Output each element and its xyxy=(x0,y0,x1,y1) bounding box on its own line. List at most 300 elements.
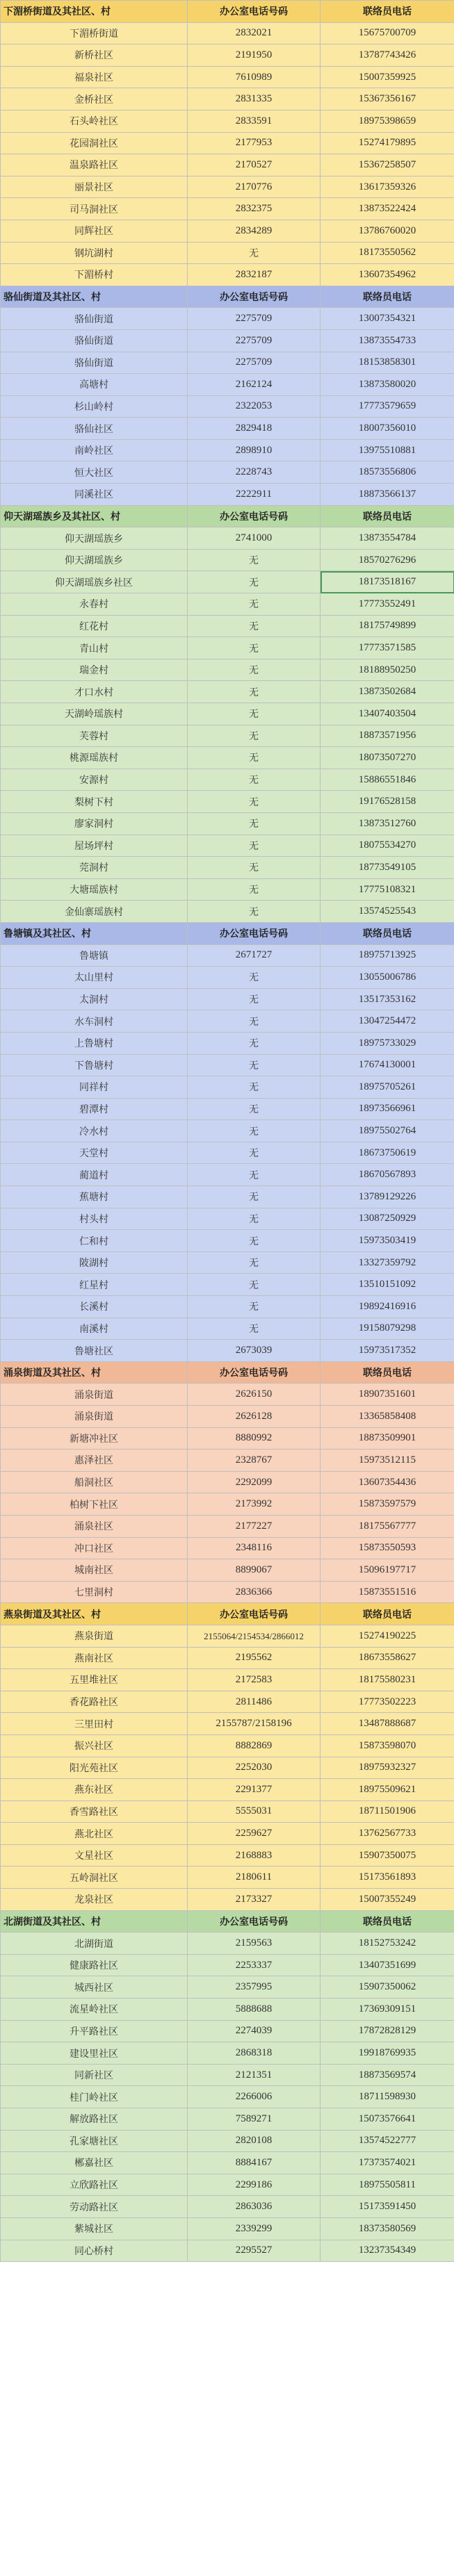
liaison-phone[interactable]: 13873554784 xyxy=(321,527,454,550)
unit-name: 骆仙街道 xyxy=(1,308,188,330)
phone-column-header: 办公室电话号码 xyxy=(188,922,321,944)
table-row xyxy=(1,857,454,879)
liaison-phone[interactable]: 13873580020 xyxy=(321,374,454,396)
unit-name: 上鲁塘村 xyxy=(1,1032,188,1054)
liaison-phone[interactable]: 15367356167 xyxy=(321,88,454,110)
office-phone: 无 xyxy=(188,1186,321,1208)
office-phone: 5888688 xyxy=(188,1999,321,2021)
section-title: 下湄桥街道及其社区、村 xyxy=(1,1,188,23)
liaison-phone[interactable]: 13327359792 xyxy=(321,1252,454,1274)
unit-name: 桃源瑶族村 xyxy=(1,747,188,769)
liaison-phone[interactable]: 13407403504 xyxy=(321,703,454,725)
liaison-phone[interactable]: 15675700709 xyxy=(321,22,454,44)
table-row xyxy=(1,418,454,440)
liaison-phone[interactable]: 15007355249 xyxy=(321,1889,454,1911)
liaison-phone[interactable]: 18975713925 xyxy=(321,944,454,967)
office-phone: 8899067 xyxy=(188,1559,321,1582)
unit-name: 仰天湖瑶族乡社区 xyxy=(1,571,188,593)
liaison-phone[interactable]: 13407351699 xyxy=(321,1954,454,1976)
liaison-column-header: 联络员电话 xyxy=(321,1,454,23)
liaison-phone[interactable]: 13873512760 xyxy=(321,812,454,835)
table-row xyxy=(1,1757,454,1779)
table-row xyxy=(1,132,454,154)
office-phone: 无 xyxy=(188,242,321,264)
office-phone: 无 xyxy=(188,593,321,616)
office-phone: 2833591 xyxy=(188,110,321,132)
office-phone: 2275709 xyxy=(188,308,321,330)
table-row xyxy=(1,484,454,506)
table-row xyxy=(1,2196,454,2218)
liaison-phone[interactable]: 17775108321 xyxy=(321,878,454,901)
unit-name: 莞洞村 xyxy=(1,857,188,879)
liaison-phone[interactable]: 18173550562 xyxy=(321,242,454,264)
table-row xyxy=(1,1384,454,1406)
unit-name: 孔家塘社区 xyxy=(1,2130,188,2152)
section-header-lutang xyxy=(1,922,454,944)
liaison-phone[interactable]: 13873502684 xyxy=(321,681,454,703)
liaison-phone[interactable]: 13786760020 xyxy=(321,220,454,242)
unit-name: 涌泉社区 xyxy=(1,1515,188,1537)
office-phone: 2180611 xyxy=(188,1867,321,1889)
table-row xyxy=(1,1010,454,1033)
unit-name: 大塘瑶族村 xyxy=(1,878,188,901)
office-phone: 2195562 xyxy=(188,1647,321,1669)
liaison-phone[interactable]: 13789129226 xyxy=(321,1186,454,1208)
unit-name: 金仙寨瑶族村 xyxy=(1,901,188,923)
liaison-phone[interactable]: 15973512115 xyxy=(321,1450,454,1472)
liaison-phone[interactable]: 17872828129 xyxy=(321,2020,454,2042)
liaison-phone[interactable]: 15274190225 xyxy=(321,1625,454,1647)
unit-name: 五岭洞社区 xyxy=(1,1867,188,1889)
table-row xyxy=(1,835,454,857)
liaison-phone[interactable]: 13047254472 xyxy=(321,1010,454,1033)
table-row xyxy=(1,2042,454,2065)
unit-name: 冷水村 xyxy=(1,1120,188,1142)
table-row xyxy=(1,1515,454,1537)
table-row xyxy=(1,1823,454,1845)
office-phone: 7589271 xyxy=(188,2108,321,2131)
liaison-phone[interactable]: 13762567733 xyxy=(321,1823,454,1845)
liaison-phone[interactable]: 18673558627 xyxy=(321,1647,454,1669)
liaison-phone[interactable]: 18373580569 xyxy=(321,2217,454,2240)
table-row xyxy=(1,571,454,593)
unit-name: 骆仙街道 xyxy=(1,352,188,374)
unit-name: 燕东社区 xyxy=(1,1779,188,1801)
unit-name: 金桥社区 xyxy=(1,88,188,110)
table-row xyxy=(1,725,454,747)
office-phone: 2671727 xyxy=(188,944,321,967)
table-row xyxy=(1,1274,454,1296)
table-row xyxy=(1,1691,454,1713)
unit-name: 仰天湖瑶族乡 xyxy=(1,527,188,550)
liaison-phone[interactable]: 15274179895 xyxy=(321,132,454,154)
office-phone: 无 xyxy=(188,1076,321,1099)
office-phone: 无 xyxy=(188,549,321,571)
unit-name: 北湖街道 xyxy=(1,1933,188,1955)
table-row xyxy=(1,198,454,220)
unit-name: 鲁塘社区 xyxy=(1,1340,188,1362)
table-row xyxy=(1,1471,454,1493)
table-row xyxy=(1,1032,454,1054)
liaison-phone[interactable]: 18873566137 xyxy=(321,484,454,506)
unit-name: 升平路社区 xyxy=(1,2020,188,2042)
table-row xyxy=(1,1954,454,1976)
liaison-phone[interactable]: 18975505811 xyxy=(321,2174,454,2196)
section-title: 北湖街道及其社区、村 xyxy=(1,1910,188,1933)
table-row xyxy=(1,681,454,703)
office-phone: 2811486 xyxy=(188,1691,321,1713)
unit-name: 柏树下社区 xyxy=(1,1493,188,1516)
table-row xyxy=(1,988,454,1010)
liaison-phone[interactable]: 18573556806 xyxy=(321,461,454,484)
office-phone: 2868318 xyxy=(188,2042,321,2065)
table-row xyxy=(1,2240,454,2262)
office-phone: 2177227 xyxy=(188,1515,321,1537)
unit-name: 村头村 xyxy=(1,1208,188,1230)
liaison-phone[interactable]: 15007359925 xyxy=(321,66,454,88)
table-row xyxy=(1,812,454,835)
liaison-phone[interactable]: 18152753242 xyxy=(321,1933,454,1955)
unit-name: 下鲁塘村 xyxy=(1,1054,188,1076)
liaison-phone[interactable]: 13873522424 xyxy=(321,198,454,220)
office-phone: 无 xyxy=(188,1208,321,1230)
liaison-phone[interactable]: 13087250929 xyxy=(321,1208,454,1230)
unit-name: 廖家洞村 xyxy=(1,812,188,835)
liaison-phone[interactable]: 15367258507 xyxy=(321,154,454,177)
liaison-phone[interactable]: 18073507270 xyxy=(321,747,454,769)
liaison-phone[interactable]: 15973503419 xyxy=(321,1230,454,1252)
unit-name: 健康路社区 xyxy=(1,1954,188,1976)
liaison-phone[interactable]: 18975932327 xyxy=(321,1757,454,1779)
unit-name: 新塘冲社区 xyxy=(1,1427,188,1450)
liaison-phone[interactable]: 15073576641 xyxy=(321,2108,454,2131)
table-row xyxy=(1,154,454,177)
office-phone: 无 xyxy=(188,988,321,1010)
liaison-phone[interactable]: 18873569574 xyxy=(321,2064,454,2086)
office-phone: 2832021 xyxy=(188,22,321,44)
table-row xyxy=(1,1164,454,1186)
office-phone: 无 xyxy=(188,1252,321,1274)
liaison-phone[interactable]: 18075534270 xyxy=(321,835,454,857)
table-row xyxy=(1,88,454,110)
table-row xyxy=(1,1208,454,1230)
liaison-phone[interactable]: 18175567777 xyxy=(321,1515,454,1537)
liaison-phone[interactable]: 13517353162 xyxy=(321,988,454,1010)
table-row xyxy=(1,1734,454,1757)
unit-name: 同溪社区 xyxy=(1,484,188,506)
table-row xyxy=(1,1318,454,1340)
office-phone: 2863036 xyxy=(188,2196,321,2218)
unit-name: 文星社区 xyxy=(1,1844,188,1867)
unit-name: 蔺道村 xyxy=(1,1164,188,1186)
table-row xyxy=(1,1230,454,1252)
liaison-phone[interactable]: 17369309151 xyxy=(321,1999,454,2021)
unit-name: 桂门岭社区 xyxy=(1,2086,188,2108)
liaison-phone[interactable]: 18975398659 xyxy=(321,110,454,132)
office-phone: 2159563 xyxy=(188,1933,321,1955)
unit-name: 立欣路社区 xyxy=(1,2174,188,2196)
office-phone: 2259627 xyxy=(188,1823,321,1845)
unit-name: 屋场坪村 xyxy=(1,835,188,857)
liaison-phone[interactable]: 13574522777 xyxy=(321,2130,454,2152)
liaison-phone[interactable]: 15873598070 xyxy=(321,1734,454,1757)
table-row xyxy=(1,1450,454,1472)
liaison-phone[interactable]: 18873509901 xyxy=(321,1427,454,1450)
unit-name: 芙蓉村 xyxy=(1,725,188,747)
liaison-phone[interactable]: 17773502223 xyxy=(321,1691,454,1713)
office-phone: 无 xyxy=(188,1164,321,1186)
table-row xyxy=(1,1800,454,1823)
liaison-phone[interactable]: 18907351601 xyxy=(321,1384,454,1406)
liaison-phone[interactable]: 18975502764 xyxy=(321,1120,454,1142)
table-row xyxy=(1,1493,454,1516)
liaison-phone[interactable]: 19892416916 xyxy=(321,1296,454,1318)
office-phone: 2348116 xyxy=(188,1537,321,1559)
liaison-phone[interactable]: 18711501906 xyxy=(321,1800,454,1823)
table-row xyxy=(1,2020,454,2042)
office-phone: 2173992 xyxy=(188,1493,321,1516)
unit-name: 红星村 xyxy=(1,1274,188,1296)
liaison-phone[interactable]: 13617359326 xyxy=(321,176,454,198)
liaison-column-header: 联络员电话 xyxy=(321,1361,454,1384)
office-phone: 8882869 xyxy=(188,1734,321,1757)
liaison-phone[interactable]: 15886551846 xyxy=(321,769,454,791)
liaison-phone[interactable]: 18670567893 xyxy=(321,1164,454,1186)
table-row xyxy=(1,1252,454,1274)
liaison-phone[interactable]: 13510151092 xyxy=(321,1274,454,1296)
liaison-phone[interactable]: 13055006786 xyxy=(321,967,454,989)
phone-column-header: 办公室电话号码 xyxy=(188,1910,321,1933)
office-phone: 2626128 xyxy=(188,1406,321,1428)
section-header-yanquan xyxy=(1,1603,454,1625)
office-phone: 2299186 xyxy=(188,2174,321,2196)
unit-name: 船洞社区 xyxy=(1,1471,188,1493)
unit-name: 冲口社区 xyxy=(1,1537,188,1559)
liaison-phone[interactable]: 18188950250 xyxy=(321,659,454,681)
liaison-phone[interactable]: 18173518167 xyxy=(321,571,454,593)
unit-name: 建设里社区 xyxy=(1,2042,188,2065)
liaison-phone[interactable]: 15907350062 xyxy=(321,1976,454,1999)
table-row xyxy=(1,637,454,659)
unit-name: 南溪村 xyxy=(1,1318,188,1340)
table-row xyxy=(1,901,454,923)
table-row xyxy=(1,1889,454,1911)
liaison-phone[interactable]: 13237354349 xyxy=(321,2240,454,2262)
unit-name: 下湄桥村 xyxy=(1,264,188,286)
unit-name: 燕泉街道 xyxy=(1,1625,188,1647)
liaison-phone[interactable]: 18007356010 xyxy=(321,418,454,440)
unit-name: 红花村 xyxy=(1,615,188,637)
liaison-phone[interactable]: 13607354436 xyxy=(321,1471,454,1493)
office-phone: 2170776 xyxy=(188,176,321,198)
table-row xyxy=(1,1669,454,1691)
liaison-phone[interactable]: 13007354321 xyxy=(321,308,454,330)
office-phone: 2121351 xyxy=(188,2064,321,2086)
table-row xyxy=(1,110,454,132)
unit-name: 钢坑湖村 xyxy=(1,242,188,264)
phone-column-header: 办公室电话号码 xyxy=(188,505,321,527)
unit-name: 紫城社区 xyxy=(1,2217,188,2240)
office-phone: 2339299 xyxy=(188,2217,321,2240)
office-phone: 2162124 xyxy=(188,374,321,396)
office-phone: 无 xyxy=(188,1296,321,1318)
table-row xyxy=(1,1647,454,1669)
liaison-phone[interactable]: 19176528158 xyxy=(321,791,454,813)
liaison-phone[interactable]: 15907350075 xyxy=(321,1844,454,1867)
office-phone: 2191950 xyxy=(188,44,321,67)
table-row xyxy=(1,395,454,418)
section-title: 骆仙街道及其社区、村 xyxy=(1,286,188,308)
table-row xyxy=(1,1098,454,1120)
office-phone: 无 xyxy=(188,812,321,835)
table-row xyxy=(1,967,454,989)
office-phone: 7610989 xyxy=(188,66,321,88)
liaison-phone[interactable]: 18975509621 xyxy=(321,1779,454,1801)
liaison-phone[interactable]: 17373574021 xyxy=(321,2152,454,2174)
phone-column-header: 办公室电话号码 xyxy=(188,1,321,23)
liaison-phone[interactable]: 13607354962 xyxy=(321,264,454,286)
liaison-phone[interactable]: 18570276296 xyxy=(321,549,454,571)
unit-name: 才口水村 xyxy=(1,681,188,703)
liaison-phone[interactable]: 13787743426 xyxy=(321,44,454,67)
table-row xyxy=(1,264,454,286)
table-row xyxy=(1,1559,454,1582)
office-phone: 2834289 xyxy=(188,220,321,242)
liaison-phone[interactable]: 18153858301 xyxy=(321,352,454,374)
liaison-column-header: 联络员电话 xyxy=(321,1910,454,1933)
unit-name: 陂湖村 xyxy=(1,1252,188,1274)
liaison-phone[interactable]: 18175580231 xyxy=(321,1669,454,1691)
liaison-phone[interactable]: 15873597579 xyxy=(321,1493,454,1516)
table-row xyxy=(1,1076,454,1099)
liaison-phone[interactable]: 18711598930 xyxy=(321,2086,454,2108)
section-title: 仰天湖瑶族乡及其社区、村 xyxy=(1,505,188,527)
table-row xyxy=(1,2108,454,2131)
unit-name: 涌泉街道 xyxy=(1,1406,188,1428)
office-phone: 2155787/2158196 xyxy=(188,1713,321,1735)
unit-name: 香花路社区 xyxy=(1,1691,188,1713)
unit-name: 骆仙街道 xyxy=(1,329,188,352)
liaison-phone[interactable]: 18773549105 xyxy=(321,857,454,879)
unit-name: 长溪村 xyxy=(1,1296,188,1318)
table-row xyxy=(1,1844,454,1867)
liaison-phone[interactable]: 18973566961 xyxy=(321,1098,454,1120)
liaison-phone[interactable]: 15973517352 xyxy=(321,1340,454,1362)
liaison-phone[interactable]: 17773571585 xyxy=(321,637,454,659)
table-row xyxy=(1,1713,454,1735)
table-row xyxy=(1,2174,454,2196)
liaison-column-header: 联络员电话 xyxy=(321,1603,454,1625)
phone-column-header: 办公室电话号码 xyxy=(188,1361,321,1384)
unit-name: 仁和村 xyxy=(1,1230,188,1252)
unit-name: 天堂村 xyxy=(1,1142,188,1164)
table-row xyxy=(1,878,454,901)
office-phone: 无 xyxy=(188,659,321,681)
office-phone: 8880992 xyxy=(188,1427,321,1450)
liaison-phone[interactable]: 18673750619 xyxy=(321,1142,454,1164)
liaison-phone[interactable]: 18975733029 xyxy=(321,1032,454,1054)
office-phone: 2836366 xyxy=(188,1581,321,1603)
unit-name: 惠泽社区 xyxy=(1,1450,188,1472)
liaison-phone[interactable]: 13487888687 xyxy=(321,1713,454,1735)
unit-name: 蕉塘村 xyxy=(1,1186,188,1208)
liaison-phone[interactable]: 18873571956 xyxy=(321,725,454,747)
unit-name: 司马洞社区 xyxy=(1,198,188,220)
liaison-phone[interactable]: 13873554733 xyxy=(321,329,454,352)
table-row xyxy=(1,22,454,44)
unit-name: 福泉社区 xyxy=(1,66,188,88)
office-phone: 无 xyxy=(188,703,321,725)
table-row xyxy=(1,1186,454,1208)
liaison-phone[interactable]: 19918769935 xyxy=(321,2042,454,2065)
unit-name: 七里洞村 xyxy=(1,1581,188,1603)
liaison-phone[interactable]: 15096197717 xyxy=(321,1559,454,1582)
section-header-luoxian xyxy=(1,286,454,308)
table-row xyxy=(1,461,454,484)
unit-name: 劳动路社区 xyxy=(1,2196,188,2218)
liaison-phone[interactable]: 17773552491 xyxy=(321,593,454,616)
liaison-phone[interactable]: 15873551516 xyxy=(321,1581,454,1603)
unit-name: 瑞金村 xyxy=(1,659,188,681)
liaison-phone[interactable]: 18175749899 xyxy=(321,615,454,637)
office-phone: 2741000 xyxy=(188,527,321,550)
section-header-xiaxiqiao xyxy=(1,1,454,23)
liaison-phone[interactable]: 17674130001 xyxy=(321,1054,454,1076)
office-phone: 无 xyxy=(188,878,321,901)
table-row xyxy=(1,1625,454,1647)
office-phone: 无 xyxy=(188,1142,321,1164)
office-phone: 无 xyxy=(188,857,321,879)
unit-name: 温泉路社区 xyxy=(1,154,188,177)
liaison-phone[interactable]: 17773579659 xyxy=(321,395,454,418)
unit-name: 南岭社区 xyxy=(1,439,188,461)
unit-name: 下湄桥街道 xyxy=(1,22,188,44)
office-phone: 无 xyxy=(188,571,321,593)
table-row xyxy=(1,791,454,813)
liaison-phone[interactable]: 13574525543 xyxy=(321,901,454,923)
table-row xyxy=(1,1296,454,1318)
liaison-phone[interactable]: 15173561893 xyxy=(321,1867,454,1889)
phone-column-header: 办公室电话号码 xyxy=(188,286,321,308)
office-phone: 2275709 xyxy=(188,329,321,352)
unit-name: 解放路社区 xyxy=(1,2108,188,2131)
liaison-phone[interactable]: 15873550593 xyxy=(321,1537,454,1559)
office-phone: 无 xyxy=(188,967,321,989)
unit-name: 城南社区 xyxy=(1,1559,188,1582)
unit-name: 郴嘉社区 xyxy=(1,2152,188,2174)
table-row xyxy=(1,747,454,769)
table-row xyxy=(1,1427,454,1450)
table-row xyxy=(1,615,454,637)
liaison-phone[interactable]: 13975510881 xyxy=(321,439,454,461)
section-title: 涌泉街道及其社区、村 xyxy=(1,1361,188,1384)
office-phone: 2168883 xyxy=(188,1844,321,1867)
liaison-phone[interactable]: 15173591450 xyxy=(321,2196,454,2218)
liaison-phone[interactable]: 13365858408 xyxy=(321,1406,454,1428)
section-title: 燕泉街道及其社区、村 xyxy=(1,1603,188,1625)
table-row xyxy=(1,1054,454,1076)
unit-name: 同新社区 xyxy=(1,2064,188,2086)
unit-name: 城西社区 xyxy=(1,1976,188,1999)
table-row xyxy=(1,1779,454,1801)
liaison-phone[interactable]: 18975705261 xyxy=(321,1076,454,1099)
unit-name: 流星岭社区 xyxy=(1,1999,188,2021)
office-phone: 无 xyxy=(188,747,321,769)
liaison-phone[interactable]: 19158079298 xyxy=(321,1318,454,1340)
unit-name: 石头岭社区 xyxy=(1,110,188,132)
office-phone: 2177953 xyxy=(188,132,321,154)
section-header-beihu xyxy=(1,1910,454,1933)
